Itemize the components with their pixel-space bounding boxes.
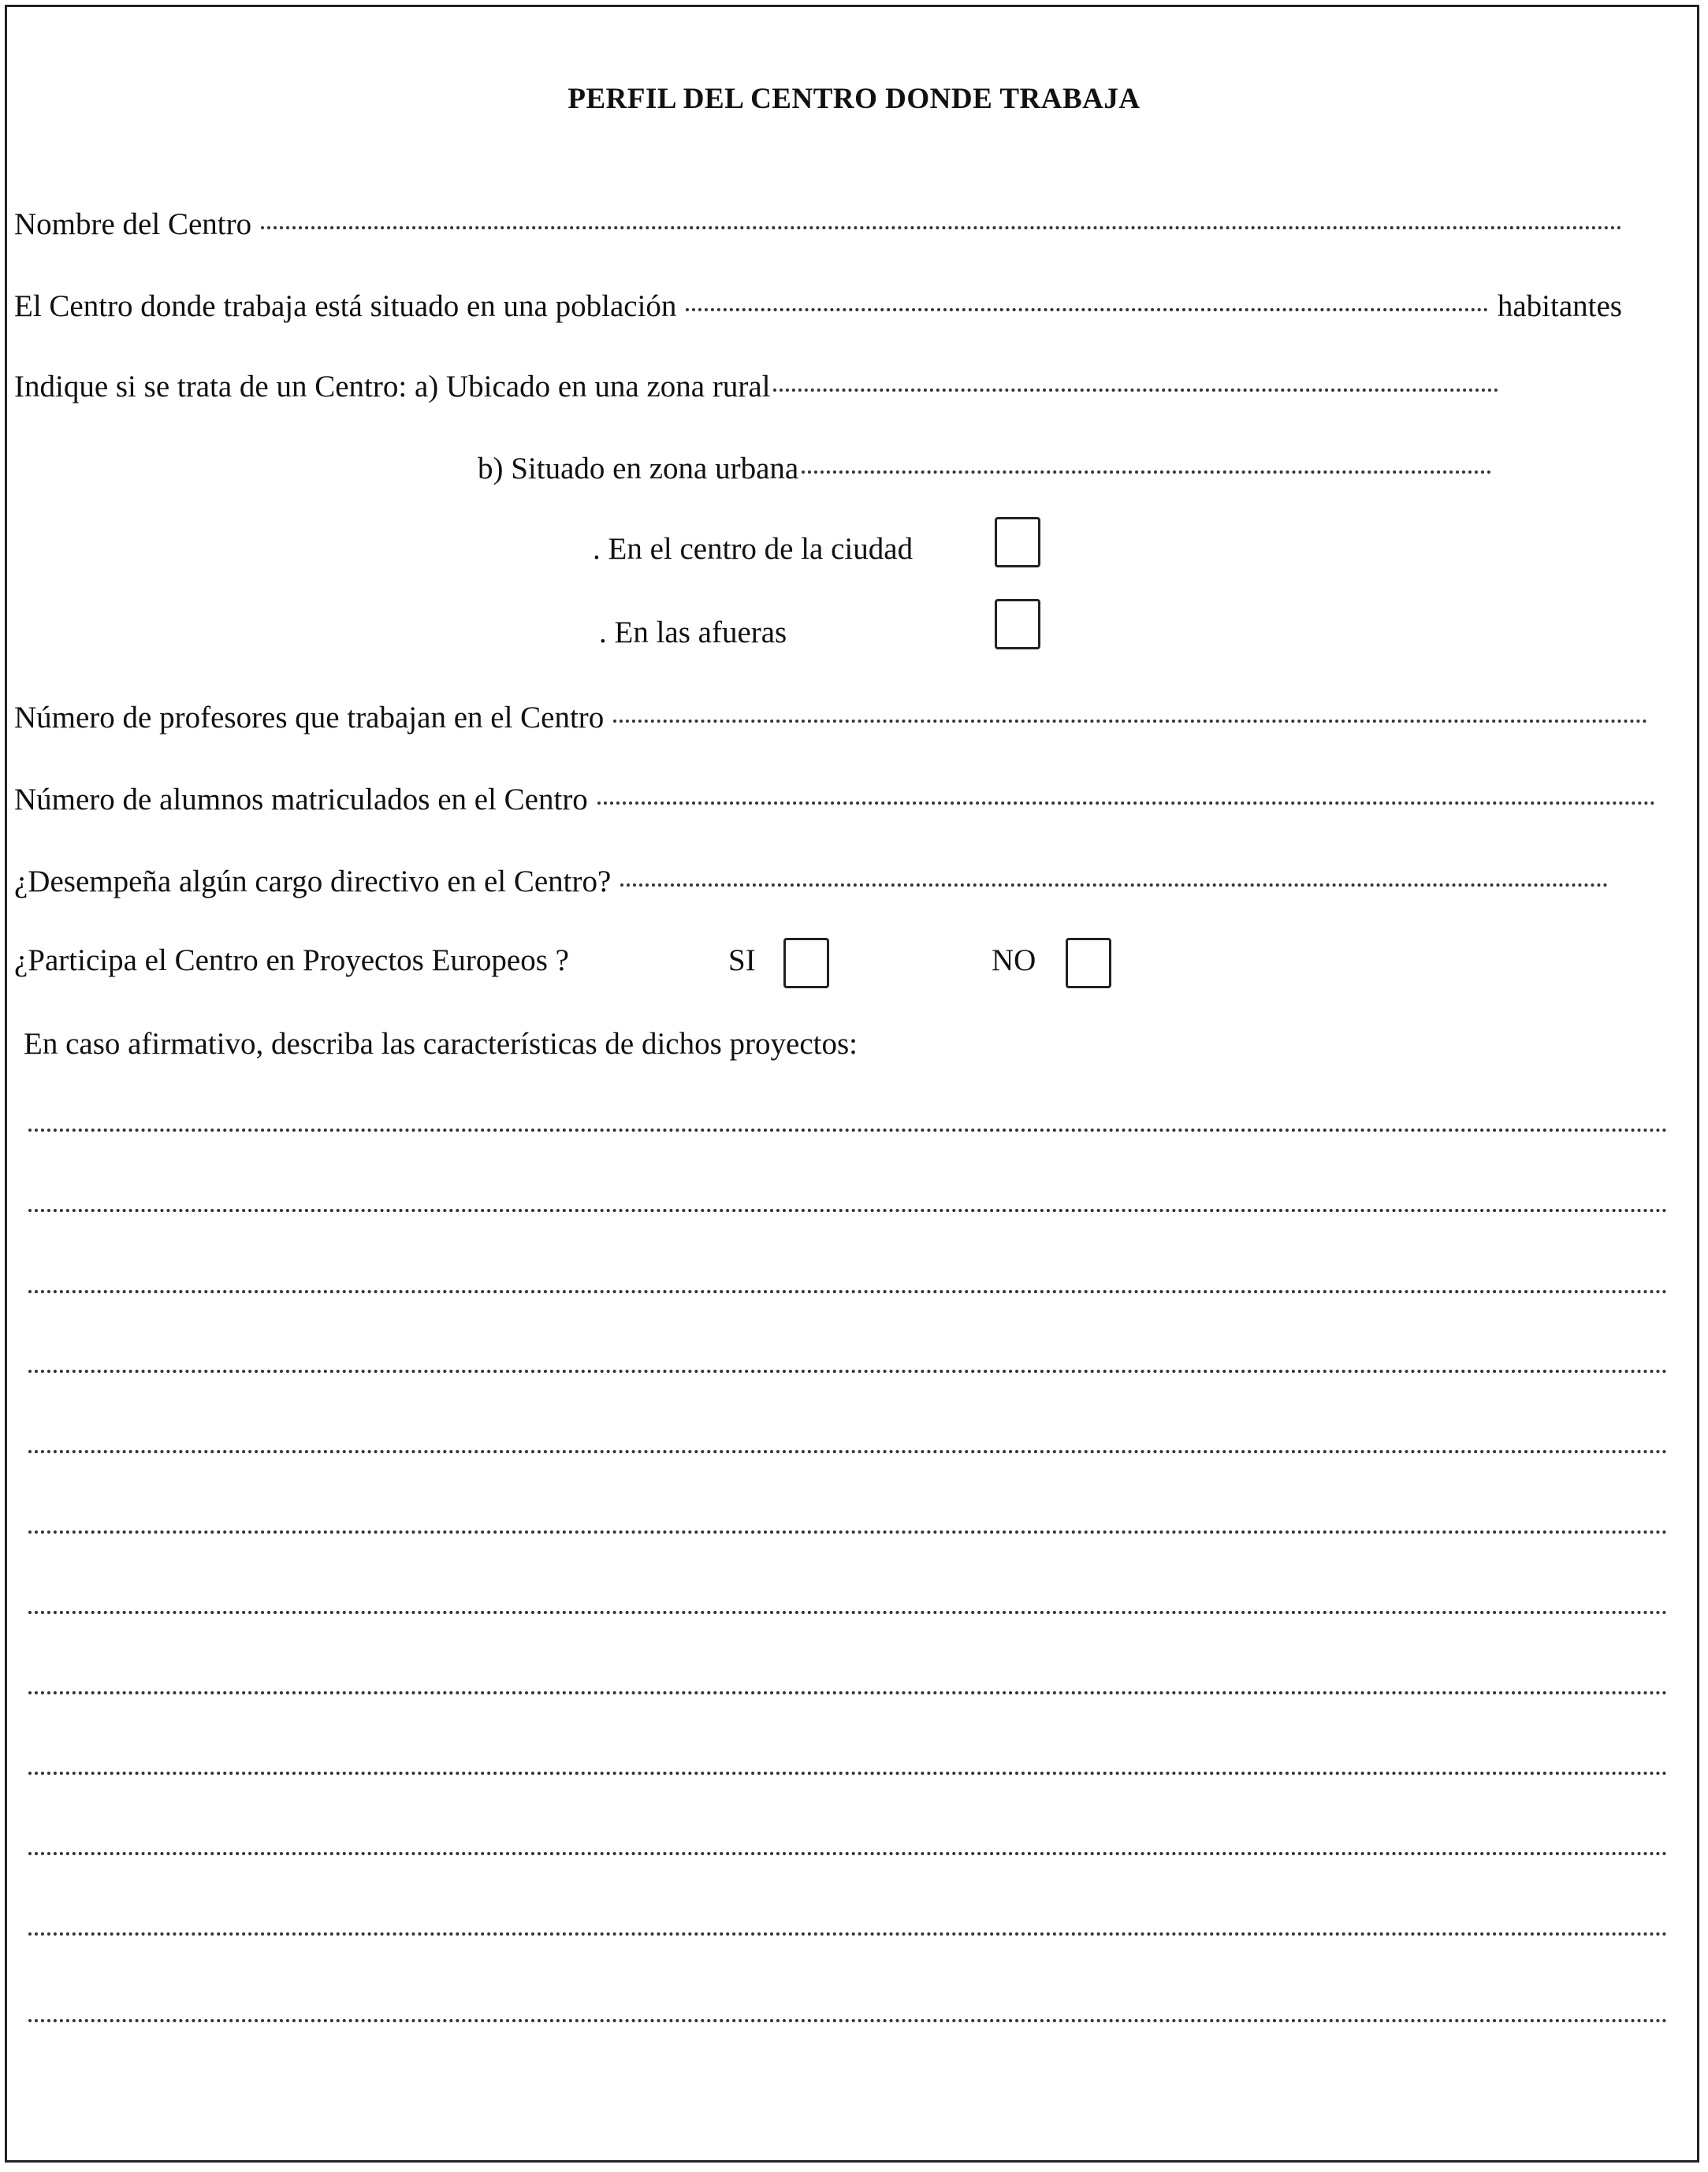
no-checkbox[interactable]: [1066, 938, 1111, 988]
afueras-label: . En las afueras: [599, 616, 787, 649]
alumnos-label: Número de alumnos matriculados en el Centro: [14, 783, 588, 816]
cargo-row: [14, 864, 1617, 899]
nombre-field[interactable]: [261, 226, 1622, 229]
alumnos-field[interactable]: [597, 801, 1655, 805]
afueras-checkbox[interactable]: [995, 599, 1040, 649]
si-checkbox[interactable]: [783, 938, 829, 988]
zona-urbana-field[interactable]: [802, 470, 1491, 474]
si-label: SI: [728, 943, 756, 977]
zona-urbana-row: [478, 451, 1501, 486]
poblacion-field[interactable]: [686, 308, 1487, 311]
answer-line[interactable]: [28, 1932, 1668, 1936]
answer-line[interactable]: [28, 2019, 1668, 2022]
poblacion-row: [14, 288, 1622, 324]
profesores-field[interactable]: [613, 720, 1647, 723]
answer-line[interactable]: [28, 1611, 1668, 1614]
cargo-field[interactable]: [620, 883, 1608, 887]
no-label: NO: [992, 943, 1036, 977]
nombre-label: Nombre del Centro: [14, 207, 252, 241]
zona-rural-field[interactable]: [773, 389, 1498, 392]
answer-line[interactable]: [28, 1129, 1668, 1132]
profesores-row: [14, 700, 1657, 735]
answer-line[interactable]: [28, 1852, 1668, 1855]
answer-line[interactable]: [28, 1209, 1668, 1212]
profesores-label: Número de profesores que trabajan en el Centro: [14, 701, 605, 735]
answer-line[interactable]: [28, 1370, 1668, 1373]
form-border: [5, 5, 1699, 2163]
answer-line[interactable]: [28, 1691, 1668, 1694]
zona-rural-row: [14, 369, 1508, 404]
describa-label: En caso afirmativo, describa las características de dichos proyectos:: [24, 1027, 858, 1061]
poblacion-label: El Centro donde trabaja está situado en una población: [14, 289, 677, 323]
answer-line[interactable]: [28, 1450, 1668, 1453]
cargo-label: ¿Desempeña algún cargo directivo en el Centro?: [14, 865, 612, 898]
proyectos-label: ¿Participa el Centro en Proyectos Europeos ?: [14, 943, 569, 977]
zona-urbana-label: b) Situado en zona urbana: [478, 452, 799, 485]
zona-rural-label: Indique si se trata de un Centro: a) Ubicado en una zona rural: [14, 370, 771, 404]
answer-line[interactable]: [28, 1772, 1668, 1775]
answer-line[interactable]: [28, 1530, 1668, 1534]
alumnos-row: [14, 782, 1665, 817]
nombre-row: [14, 206, 1632, 242]
page-title: PERFIL DEL CENTRO DONDE TRABAJA: [567, 83, 1141, 115]
answer-line[interactable]: [28, 1290, 1668, 1293]
habitantes-label: habitantes: [1497, 289, 1622, 323]
centro-ciudad-label: . En el centro de la ciudad: [593, 532, 914, 566]
centro-ciudad-checkbox[interactable]: [995, 517, 1040, 567]
